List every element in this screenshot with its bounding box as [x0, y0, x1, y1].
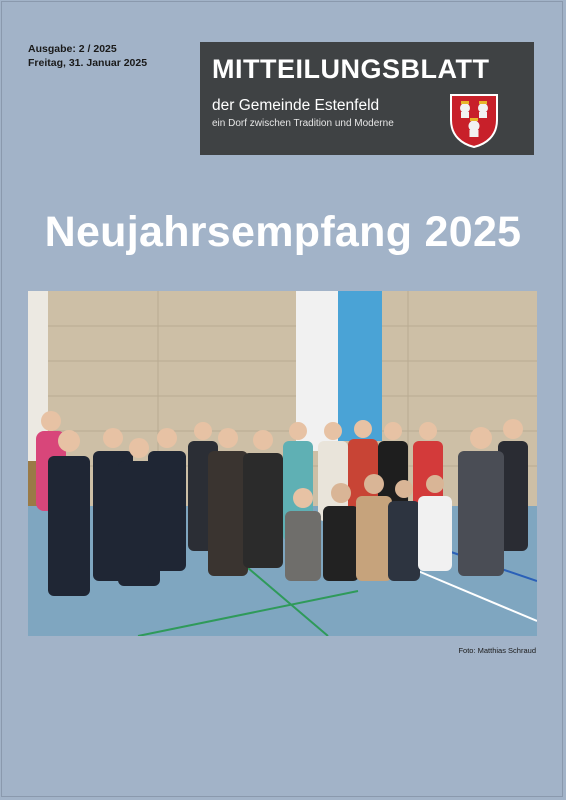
headline: Neujahrsempfang 2025 [44, 208, 522, 256]
masthead-tagline: ein Dorf zwischen Tradition und Moderne [212, 118, 394, 129]
cover-photo [28, 291, 537, 636]
photo-credit: Foto: Matthias Schraud [458, 646, 536, 655]
masthead-title: MITTEILUNGSBLATT [212, 54, 490, 84]
masthead-subtitle: der Gemeinde Estenfeld [212, 97, 380, 114]
issue-number: Ausgabe: 2 / 2025 [28, 43, 117, 55]
masthead [200, 42, 534, 155]
coat-of-arms-icon [448, 92, 500, 148]
issue-date: Freitag, 31. Januar 2025 [28, 57, 148, 69]
group-photo-illustration [28, 291, 537, 636]
issue-info [28, 42, 147, 70]
